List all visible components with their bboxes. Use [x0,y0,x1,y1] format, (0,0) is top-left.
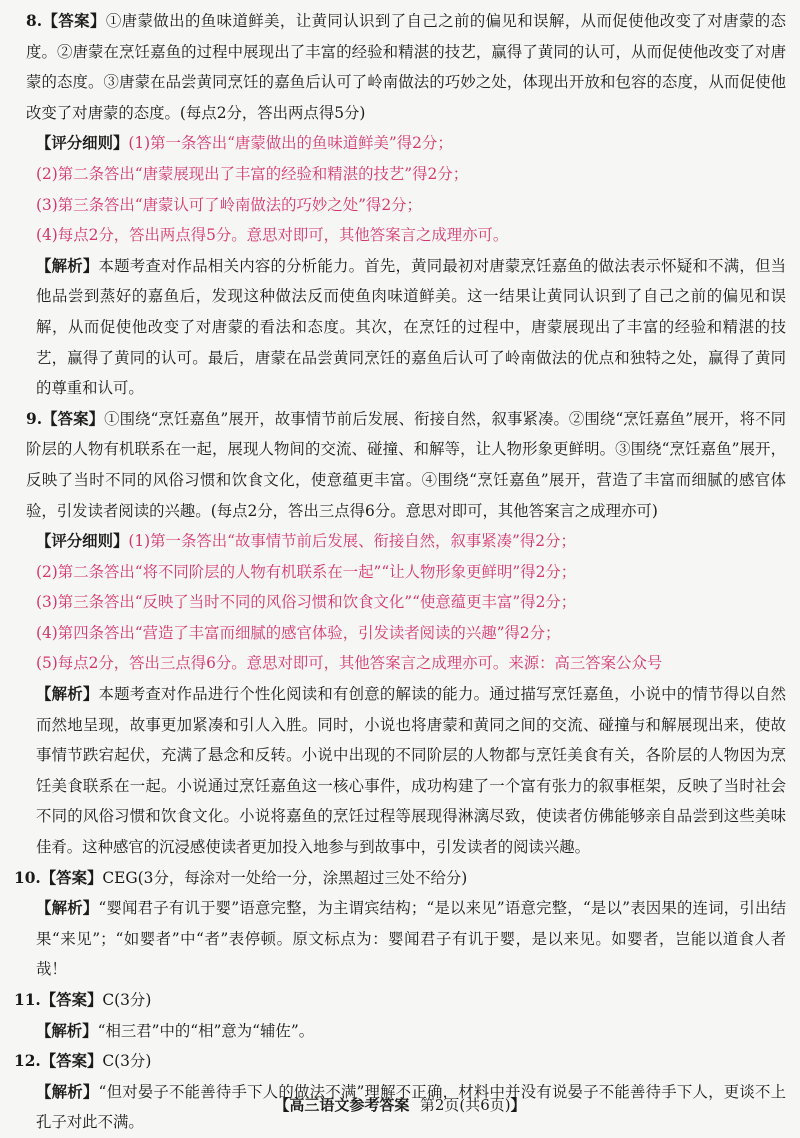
q9-rubric-item: (2)第二条答出“将不同阶层的人物有机联系在一起”“让人物形象更鲜明”得2分； [36,562,577,581]
q8-analysis-tag: 【解析】 [36,256,99,275]
q11-answer-text: C(3分) [102,991,152,1009]
q12-answer-tag: 【答案】 [40,1052,103,1071]
page-footer [0,1094,800,1116]
footer-page-number: 第2页(共6页) [419,1096,511,1114]
q10-answer-text: CEG(3分，每涂对一处给一分，涂黑超过三处不给分) [102,868,468,887]
footer-close: 】 [510,1096,526,1114]
q8-answer-text: ①唐蒙做出的鱼味道鲜美，让黄同认识到了自己之前的偏见和误解，从而促使他改变了对唐蒙的态度。②唐蒙在烹饪嘉鱼的过程中展现出了丰富的经验和精湛的技艺，赢得了黄同的认可，从而促使他改变了对唐蒙的态度。③唐蒙在品尝黄同烹饪的嘉鱼后认可了岭南做法的巧妙之处，体现出开放和包容的态度，从而促使他改变了对唐蒙的态度。(每点2分，答出两点得5分) [26,12,786,122]
q9-rubric-item: (1)第一条答出“故事情节前后发展、衔接自然，叙事紧凑”得2分； [128,532,576,551]
q9-answer [14,404,786,526]
q10-answer [14,863,786,894]
q12-analysis-text: “但对晏子不能善待手下人的做法不满”理解不正确，材料中并没有说晏子不能善待手下人，更谈不上孔子对此不满。 [36,1082,786,1132]
q10-analysis-tag: 【解析】 [36,899,99,918]
q10-answer-tag: 【答案】 [40,868,103,887]
q11-analysis-tag: 【解析】 [36,1021,98,1040]
q9-rubric-header [14,526,786,557]
q8-rubric-tag: 【评分细则】 [36,134,129,153]
q11-analysis-text: “相三君”中的“相”意为“辅佐”。 [97,1021,315,1040]
q11-answer-tag: 【答案】 [40,991,103,1009]
q11-answer [14,985,786,1016]
q10-analysis [14,893,786,985]
q11-number: 11. [14,991,41,1009]
q11-analysis [14,1016,786,1047]
q8-rubric-header [14,128,786,159]
q8-rubric-item: (3)第三条答出“唐蒙认可了岭南做法的巧妙之处”得2分； [36,195,422,214]
q8-answer [14,6,786,128]
q10-analysis-text: “婴闻君子有讥于婴”语意完整，为主谓宾结构；“是以来见”语意完整，“是以”表因果的连词，引出结果“来见”；“如婴者”中“者”表停顿。原文标点为：婴闻君子有讥于婴，是以来见。如婴者，岂能以道食人者哉！ [36,899,786,979]
q8-analysis [14,251,786,404]
q8-number: 8. [26,12,43,30]
q9-answer-text: ①围绕“烹饪嘉鱼”展开，故事情节前后发展、衔接自然，叙事紧凑。②围绕“烹饪嘉鱼”展开，将不同阶层的人物有机联系在一起，展现人物间的交流、碰撞、和解等，让人物形象更鲜明。③围绕“烹饪嘉鱼”展开，反映了当时不同的风俗习惯和饮食文化，使意蕴更丰富。④围绕“烹饪嘉鱼”展开，营造了丰富而细腻的感官体验，引发读者阅读的兴趣。(每点2分，答出三点得6分。意思对即可，其他答案言之成理亦可) [26,409,786,520]
q9-answer-tag: 【答案】 [42,409,105,428]
q9-analysis-text: 本题考查对作品进行个性化阅读和有创意的解读的能力。通过描写烹饪嘉鱼，小说中的情节得以自然而然地呈现，故事更加紧凑和引人入胜。同时，小说也将唐蒙和黄同之间的交流、碰撞与和解展现出来，使故事情节跌宕起伏，充满了悬念和反转。小说中出现的不同阶层的人物都与烹饪美食有关，各阶层的人物因为烹饪美食联系在一起。小说通过烹饪嘉鱼这一核心事件，成功构建了一个富有张力的叙事框架，反映了当时社会不同的风俗习惯和饮食文化。小说将嘉鱼的烹饪过程等展现得淋漓尽致，使读者仿佛能够亲自品尝到这些美味佳肴。这种感官的沉浸感使读者更加投入地参与到故事中，引发读者的阅读兴趣。 [36,685,786,857]
q8-rubric-item: (1)第一条答出“唐蒙做出的鱼味道鲜美”得2分； [128,134,453,153]
q12-answer [14,1046,786,1077]
q9-analysis [14,679,786,863]
q9-rubric-item: (4)第四条答出“营造了丰富而细腻的感官体验，引发读者阅读的兴趣”得2分； [36,623,561,642]
q9-number: 9. [26,409,43,428]
q9-rubric-item: (3)第三条答出“反映了当时不同的风俗习惯和饮食文化”“使意蕴更丰富”得2分； [36,593,577,612]
q8-answer-tag: 【答案】 [42,12,106,30]
q12-answer-text: C(3分) [102,1052,152,1071]
footer-title: 【高三语文参考答案 [274,1096,410,1114]
q8-rubric-item: (2)第二条答出“唐蒙展现出了丰富的经验和精湛的技艺”得2分； [36,164,469,183]
q9-analysis-tag: 【解析】 [36,685,99,704]
q8-rubric-item: (4)每点2分，答出两点得5分。意思对即可，其他答案言之成理亦可。 [36,226,509,245]
q9-rubric-tag: 【评分细则】 [36,532,129,551]
q8-analysis-text: 本题考查对作品相关内容的分析能力。首先，黄同最初对唐蒙烹饪嘉鱼的做法表示怀疑和不满，但当他品尝到蒸好的嘉鱼后，发现这种做法反而使鱼肉味道鲜美。这一结果让黄同认识到了自己之前的偏见和误解，从而促使他改变了对唐蒙的看法和态度。其次，在烹饪的过程中，唐蒙展现出了丰富的经验和精湛的技艺，赢得了黄同的认可。最后，唐蒙在品尝黄同烹饪的嘉鱼后认可了岭南做法的优点和独特之处，赢得了黄同的尊重和认可。 [36,256,786,398]
q12-analysis-tag: 【解析】 [36,1082,99,1101]
q10-number: 10. [14,868,41,887]
q9-rubric-item: (5)每点2分，答出三点得6分。意思对即可，其他答案言之成理亦可。来源：高三答案公众号 [36,654,663,673]
q12-number: 12. [14,1052,41,1071]
